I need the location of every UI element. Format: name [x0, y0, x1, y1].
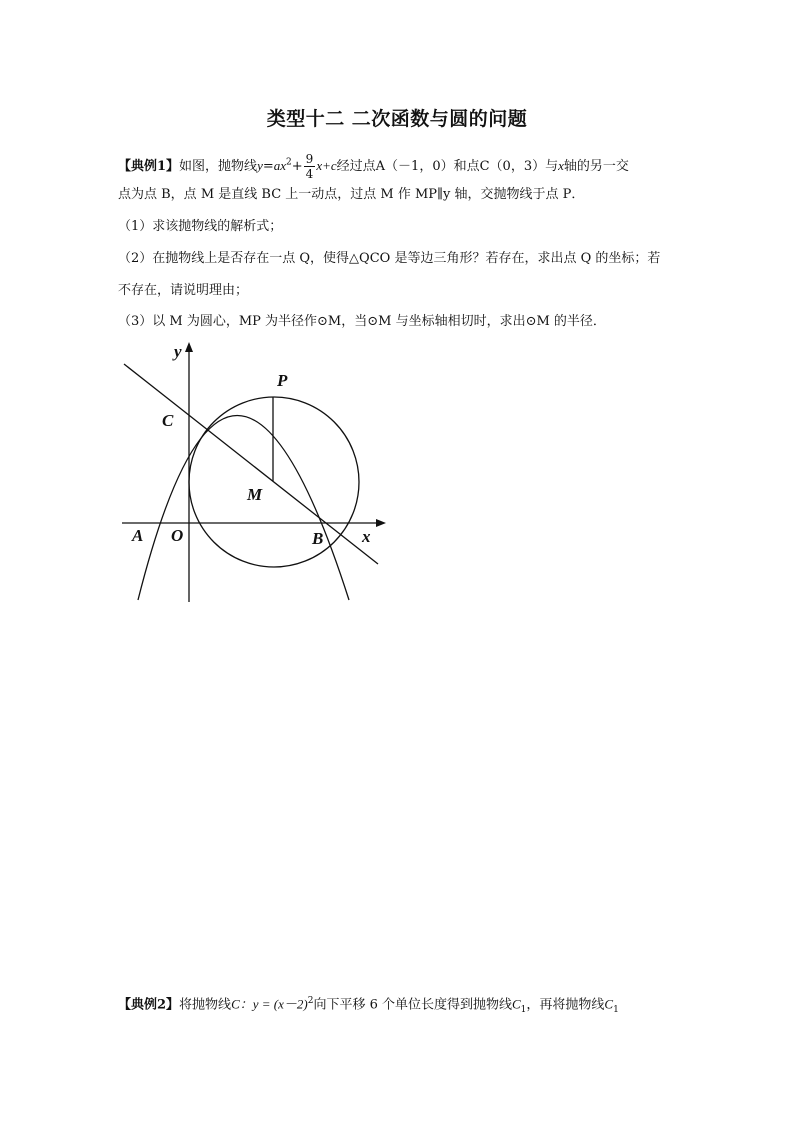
label-y: y: [174, 342, 182, 361]
eq-plus: +: [291, 159, 303, 174]
eq-plus-c: +c: [322, 158, 337, 173]
label-c: C: [162, 411, 174, 430]
label-o: O: [171, 526, 184, 545]
example1-label: 【典例1】: [118, 159, 180, 174]
example1-text-d: 与: [545, 159, 559, 174]
y-axis-arrow-icon: [185, 342, 193, 352]
example2-label: 【典例2】: [118, 997, 180, 1013]
fraction-denominator: 4: [305, 167, 314, 181]
eq-equals: =: [262, 159, 274, 174]
label-p: P: [277, 371, 288, 390]
example1-text-c: 和点: [453, 159, 480, 174]
geometry-figure: [118, 340, 388, 605]
c1-subscript-2: 1: [613, 1004, 619, 1015]
example1-line1: [118, 152, 629, 181]
example2-text-a: 将抛物线: [179, 997, 232, 1013]
eq-ax: ax: [273, 158, 287, 173]
example1-text-a: 如图，抛物线: [179, 159, 258, 174]
question-2-line1: （2）在抛物线上是否存在一点 Q，使得△QCO 是等边三角形？若存在，求出点 Q 的坐标；若: [118, 251, 661, 266]
point-a: A（－1，0）: [375, 159, 454, 174]
label-x: x: [362, 527, 371, 546]
line-bc: [124, 364, 378, 564]
example2-text-c: ，再将抛物线: [526, 997, 605, 1013]
x-axis-arrow-icon: [376, 519, 386, 527]
c1-symbol-2: C: [604, 996, 614, 1012]
eq-x: x: [316, 158, 323, 173]
c1-symbol: C: [512, 996, 521, 1012]
question-2-line2: 不存在，请说明理由；: [118, 283, 249, 298]
label-a: A: [132, 526, 144, 545]
example1-text-e: 轴的另一交: [563, 159, 629, 174]
question-1: （1）求该抛物线的解析式；: [118, 219, 283, 234]
label-m: M: [247, 485, 263, 504]
fraction-numerator: 9: [305, 152, 314, 166]
example2-exponent: 2: [307, 996, 314, 1006]
parabola-curve: [138, 416, 349, 601]
example1-line2: 点为点 B，点 M 是直线 BC 上一动点，过点 M 作 MP∥y 轴，交抛物线于点 P．: [118, 187, 585, 202]
eq-y: y: [257, 158, 263, 173]
example2-equation: C：y = (x－2): [231, 996, 308, 1012]
eq-exponent: 2: [286, 157, 292, 168]
example2-text-b: 向下平移 6 个单位长度得到抛物线: [313, 997, 512, 1013]
x-symbol: x: [558, 158, 564, 173]
c1-subscript: 1: [520, 1004, 527, 1015]
fraction-9-4: [304, 152, 316, 181]
example2-line1: [118, 992, 619, 1019]
page-title: 类型十二 二次函数与圆的问题: [266, 108, 528, 130]
label-b: B: [312, 529, 324, 548]
point-c: C（0，3）: [479, 159, 546, 174]
example1-text-b: 经过点: [336, 159, 376, 174]
question-3: （3）以 M 为圆心，MP 为半径作⊙M，当⊙M 与坐标轴相切时，求出⊙M 的半径．: [118, 314, 606, 329]
